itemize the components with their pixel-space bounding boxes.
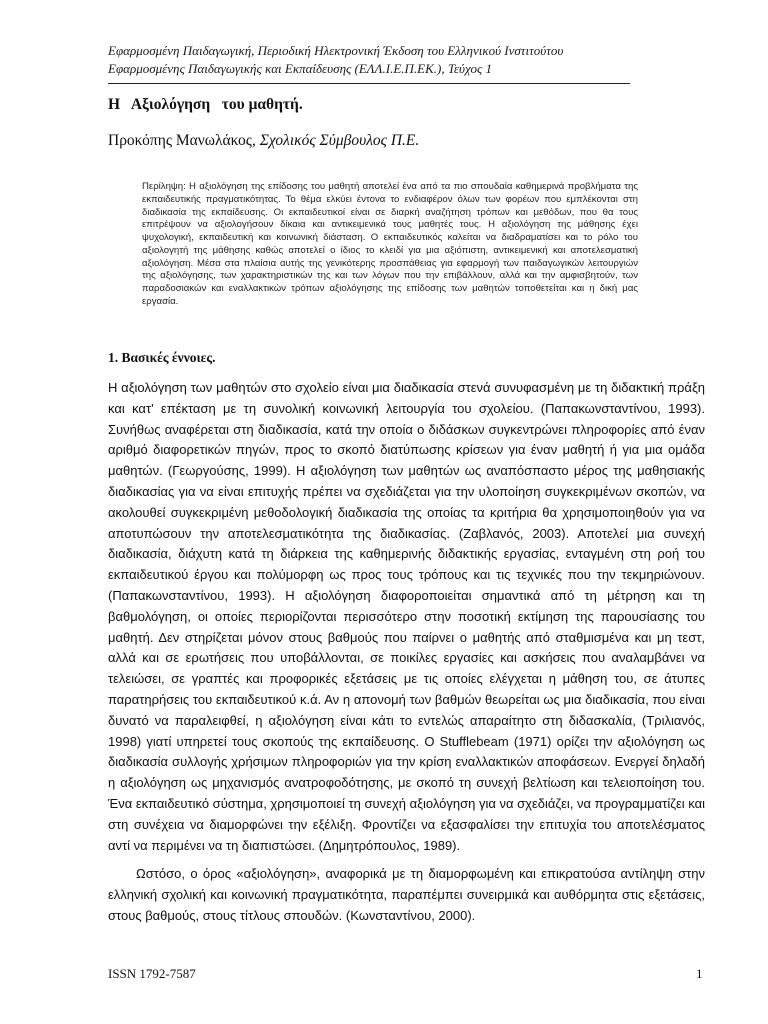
author-line (108, 132, 419, 150)
author-role: Σχολικός Σύμβουλος Π.Ε. (259, 132, 420, 149)
journal-header-line-1: Εφαρμοσμένη Παιδαγωγική, Περιοδική Ηλεκτρονική Έκδοση του Ελληνικού Ινστιτούτου (108, 43, 564, 58)
header-divider (108, 83, 630, 84)
section-body (108, 378, 705, 927)
footer-issn: ISSN 1792-7587 (108, 966, 196, 981)
abstract: Περίληψη: Η αξιολόγηση της επίδοσης του μαθητή αποτελεί ένα από τα πιο σπουδαία καθημερινά προβλήματα της εκπαιδευτικής πραγματικότητας. Το θέμα ελκύει έντονα το ενδιαφέρον όλων των φορέων που εμπλέκονται στη διαδικασία της εκπαίδευσης. Οι εκπαιδευτικοί είναι σε διαρκή αναζήτηση τρόπων και μεθόδων, που θα τους επιτρέψουν να αξιολογήσουν δίκαια και αντικειμενικά τους μαθητές τους. Η αξιολόγηση της μάθησης έχει ψυχολογική, εκπαιδευτική και κοινωνική διάσταση. Ο εκπαιδευτικός καλείται να διαδραματίσει και το ρόλο του αξιολογητή της μάθησης καθώς αποτελεί ο ίδιος το κλειδί για μια αξιόπιστη, αντικειμενική και αποτελεσματική αξιολόγηση. Μέσα στα πλαίσια αυτής της γενικότερης προσπάθειας για εφαρμογή των παιδαγωγικών λειτουργιών της αξιολόγησης, των χαρακτηριστικών της και των λόγων που την επιβάλλουν, αλλά και την αμφισβητούν, των παραδοσιακών και εναλλακτικών τρόπων αξιολόγησης της επίδοσης των μαθητών τοποθετείται και η δική μας εργασία. (142, 181, 638, 307)
body-paragraph-1: Η αξιολόγηση των μαθητών στο σχολείο είναι μια διαδικασία στενά συνυφασμένη με τη διδακτική πράξη και κατ' επέκταση με τη συνολική κοινωνική λειτουργία του σχολείου. (Παπακωνσταντίνου, 1993). Συνήθως αναφέρεται στη διαδικασία, κατά την οποία ο διδάσκων συγκεντρώνει πληροφορίες από έναν αριθμό διαφορετικών πηγών, προς το σκοπό διατύπωσης κρίσεων για έναν μαθητή ή για μια ομάδα μαθητών. (Γεωργούσης, 1999). Η αξιολόγηση των μαθητών ως αναπόσπαστο μέρος της μαθησιακής διαδικασίας για να είναι επιτυχής πρέπει να σχεδιάζεται για την υλοποίηση συγκεκριμένων σκοπών, να ακολουθεί συγκεκριμένη μεθοδολογική διαδικασία της οποίας τα κριτήρια θα χρησιμοποιηθούν για να αποτυπώσουν την αποτελεσματικότητα της διαδικασίας. (Ζαβλανός, 2003). Αποτελεί μια συνεχή διαδικασία, διάχυτη κατά τη διάρκεια της καθημερινής διδακτικής εργασίας, ενταγμένη στη ροή του εκπαιδευτικού έργου και πολύμορφη ως προς τους τρόπους και τις τεχνικές που την τεκμηριώνουν. (Παπακωνσταντίνου, 1993). Η αξιολόγηση διαφοροποιείται σημαντικά από τη μέτρηση και τη βαθμολόγηση, οι οποίες περιορίζονται περισσότερο στην ποσοτική εκτίμηση της παρουσίασης του μαθητή. Δεν στηρίζεται μόνον στους βαθμούς που παίρνει ο μαθητής από σταθμισμένα και μη τεστ, αλλά και σε ερωτήσεις που υποβάλλονται, σε ποικίλες εργασίες και ασκήσεις που αναλαμβάνει να τελειώσει, σε γραπτές και προφορικές εξετάσεις με τις οποίες ελέγχεται η μάθηση του, σε άτυπες παρατηρήσεις του εκπαιδευτικού κ.ά. Αν η απονομή των βαθμών θεωρείται ως μια διαδικασία, που είναι δυνατό να παραλειφθεί, η αξιολόγηση είναι κάτι το εντελώς απαραίτητο στη διδασκαλία, (Τριλιανός, 1998) γιατί υπηρετεί τους σκοπούς της εκπαίδευσης. Ο Stufflebeam (1971) ορίζει την αξιολόγηση ως διαδικασία συλλογής χρήσιμων πληροφοριών για την κρίση εναλλακτικών αποφάσεων. Ενεργεί δηλαδή η αξιολόγηση ως μηχανισμός ανατροφοδότησης, με σκοπό τη συνεχή βελτίωση και τελειοποίηση του. Ένα εκπαιδευτικό σύστημα, χρησιμοποιεί τη συνεχή αξιολόγηση για να σχεδιάζει, να προγραμματίζει και στη συνέχεια να διαμορφώνει την εξέλιξη. Φροντίζει να εξασφαλίσει την επιτυχία του αποτελέσματος αντί να περιμένει να τη διαπιστώσει. (Δημητρόπουλος, 1989). (108, 380, 705, 853)
body-paragraph-2: Ωστόσο, ο όρος «αξιολόγηση», αναφορικά με τη διαμορφωμένη και επικρατούσα αντίληψη στην ελληνική σχολική και κοινωνική πραγματικότητα, παραπέμπει συνειρμικά και αυθόρμητα στις εξετάσεις, στους βαθμούς, στους τίτλους σπουδών. (Κωνσταντίνου, 2000). (108, 866, 705, 923)
journal-header (108, 42, 643, 78)
journal-header-line-2: Εφαρμοσμένης Παιδαγωγικής και Εκπαίδευσης (ΕΛΛ.Ι.Ε.Π.ΕΚ.), Τεύχος 1 (108, 61, 492, 76)
section-heading: 1. Βασικές έννοιες. (108, 350, 216, 365)
author-separator: , (251, 132, 260, 149)
page-number: 1 (696, 966, 703, 981)
article-title: Η Αξιολόγηση του μαθητή. (108, 96, 303, 113)
author-name: Προκόπης Μανωλάκος (108, 132, 252, 149)
